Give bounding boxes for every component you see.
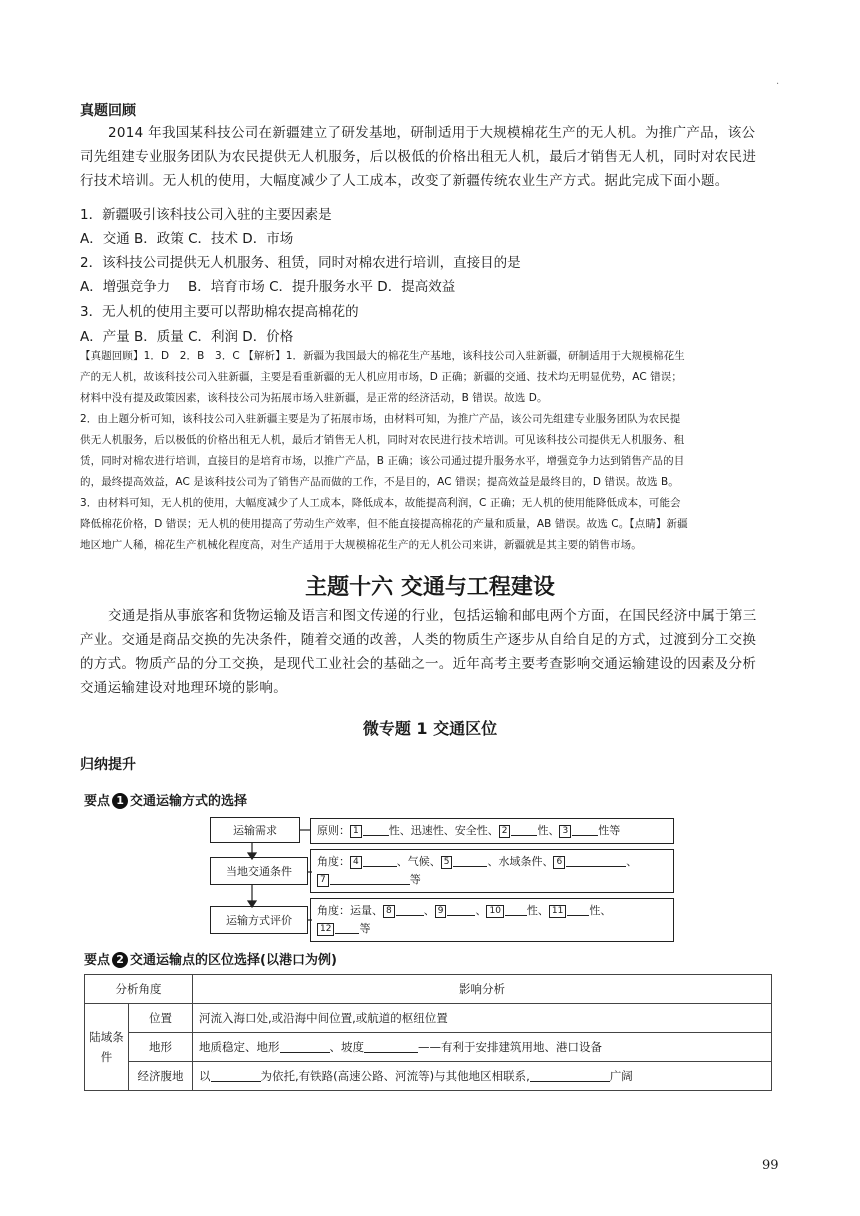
fill-blank[interactable] — [530, 1069, 610, 1082]
row-text: 性、 — [526, 904, 549, 917]
row-text: 广阔 — [609, 1069, 633, 1083]
blank-number: 8 — [383, 905, 395, 918]
fill-blank[interactable] — [447, 903, 475, 916]
conditions-box — [310, 849, 674, 893]
intro-line: 交通是指从事旅客和货物运输及语言和图文传递的行业，包括运输和邮电两个方面，在国民经济中属于第三 — [108, 608, 757, 624]
answer-line: 供无人机服务，后以极低的价格出租无人机，最后才销售无人机，同时对农民进行技术培训。可见该科技公司提供无人机服务、租 — [80, 434, 685, 446]
port-location-table — [84, 974, 772, 1091]
blank-number: 5 — [441, 856, 453, 869]
question-3: 3．无人机的使用主要可以帮助棉农提高棉花的 — [80, 304, 359, 320]
box-label: 运输需求 — [233, 824, 277, 837]
factor-cell: 地形 — [129, 1033, 193, 1062]
fill-blank[interactable] — [567, 903, 589, 916]
flow-connectors — [200, 810, 320, 945]
blank-number: 12 — [317, 923, 334, 936]
point-title: 交通运输点的区位选择(以港口为例) — [130, 953, 337, 968]
analysis-cell: 河流入海口处,或沿海中间位置,或航道的枢纽位置 — [193, 1004, 772, 1033]
point-number-badge: 1 — [112, 793, 128, 809]
table-row — [85, 1033, 772, 1062]
blank-number: 11 — [549, 905, 566, 918]
row-text: 等 — [409, 873, 421, 886]
fill-blank[interactable] — [396, 903, 424, 916]
answer-line: 产的无人机，故该科技公司入驻新疆，主要是看重新疆的无人机应用市场，D 正确；新疆的交通、技术均无明显优势，AC 错误； — [80, 371, 682, 383]
answer-line: 地区地广人稀，棉花生产机械化程度高，对生产适用于大规模棉花生产的无人机公司来讲，新疆就是其主要的销售市场。 — [80, 539, 642, 551]
row-text: 、 — [423, 904, 435, 917]
intro-line: 产业。交通是商品交换的先决条件，随着交通的改善，人类的物质生产逐步从自给自足的方式，过渡到分工交换 — [80, 632, 757, 648]
fill-blank[interactable] — [363, 854, 397, 867]
blank-number: 4 — [350, 856, 362, 869]
topic-intro — [80, 604, 780, 700]
row-text: 、 — [626, 855, 638, 868]
row-text: 、水域条件、 — [487, 855, 554, 868]
point-number-badge: 2 — [112, 952, 128, 968]
review-passage — [80, 121, 780, 193]
answer-line: 3．由材料可知，无人机的使用，大幅度减少了人工成本，降低成本，故能提高利润，C 正确；无人机的使用能降低成本，可能会 — [80, 497, 681, 509]
fill-blank[interactable] — [572, 823, 598, 836]
box-label: 当地交通条件 — [226, 865, 292, 878]
row-text: 性、迅速性、安全性、 — [388, 824, 499, 837]
analysis-cell — [193, 1062, 772, 1091]
row-text: 为依托,有铁路(高速公路、河流等)与其他地区相联系, — [260, 1069, 530, 1083]
section-heading: 归纳提升 — [80, 757, 136, 773]
answer-line: 的，最终提高效益，AC 是该科技公司为了销售产品而做的工作，不是目的，AC 错误；提高效益是最终目的，D 错误。故选 B。 — [80, 476, 679, 488]
blank-number: 2 — [499, 825, 511, 838]
row-text: ——有利于安排建筑用地、港口设备 — [418, 1040, 602, 1054]
land-conditions-cell: 陆域条件 — [85, 1004, 129, 1091]
principle-box — [310, 818, 674, 844]
answer-line: 材料中没有提及政策因素，该科技公司为拓展市场入驻新疆，是正常的经济活动，B 错误。故选 D。 — [80, 392, 548, 404]
corner-mark: . — [776, 76, 780, 87]
fill-blank[interactable] — [330, 872, 410, 885]
passage-line: 司先组建专业服务团队为农民提供无人机服务，后以极低的价格出租无人机，最后才销售无人机，同时对农民进 — [80, 149, 757, 165]
row-text: 以 — [199, 1069, 211, 1083]
row-text: 等 — [359, 922, 371, 935]
point-2-heading — [84, 949, 337, 968]
blank-number: 3 — [559, 825, 571, 838]
arrow-head — [248, 853, 256, 859]
answer-line: 降低棉花价格，D 错误；无人机的使用提高了劳动生产效率，但不能直接提高棉花的产量和质量，AB 错误。故选 C。【点睛】新疆 — [80, 518, 688, 530]
arrow-head — [248, 901, 256, 907]
row-text: 、 — [475, 904, 487, 917]
intro-line: 的方式。物质产品的分工交换，是现代工业社会的基础之一。近年高考主要考查影响交通运输建设的因素及分析 — [80, 656, 757, 672]
fill-blank[interactable] — [566, 854, 626, 867]
analysis-cell — [193, 1033, 772, 1062]
fill-blank[interactable] — [211, 1069, 261, 1082]
topic-title: 主题十六 交通与工程建设 — [305, 575, 555, 600]
question-1-options: A．交通 B．政策 C．技术 D．市场 — [80, 231, 294, 247]
fill-blank[interactable] — [335, 921, 359, 934]
table-header-row — [85, 975, 772, 1004]
fill-blank[interactable] — [453, 854, 487, 867]
answer-line: 2．由上题分析可知，该科技公司入驻新疆主要是为了拓展市场，由材料可知，为推广产品，该公司先组建专业服务团队为农民提 — [80, 413, 681, 425]
answer-line: 赁，同时对棉农进行培训，直接目的是培育市场，以推广产品，B 正确；该公司通过提升服务水平，增强竞争力达到销售产品的目 — [80, 455, 685, 467]
row-text: 性、 — [537, 824, 560, 837]
row-text: 角度： — [317, 855, 350, 868]
fill-blank[interactable] — [505, 903, 527, 916]
factor-cell: 经济腹地 — [129, 1062, 193, 1091]
question-2-options: A．增强竞争力 B．培育市场 C．提升服务水平 D．提高效益 — [80, 279, 456, 295]
question-1: 1．新疆吸引该科技公司入驻的主要因素是 — [80, 207, 332, 223]
passage-line: 2014 年我国某科技公司在新疆建立了研发基地，研制适用于大规模棉花生产的无人机。为推广产品，该公 — [108, 125, 756, 141]
question-2: 2．该科技公司提供无人机服务、租赁，同时对棉农进行培训，直接目的是 — [80, 255, 521, 271]
evaluation-box — [310, 898, 674, 942]
fill-blank[interactable] — [511, 823, 537, 836]
fill-blank[interactable] — [280, 1040, 330, 1053]
fill-blank[interactable] — [364, 1040, 418, 1053]
passage-line: 行技术培训。无人机的使用，大幅度减少了人工成本，改变了新疆传统农业生产方式。据此完成下面小题。 — [80, 173, 729, 189]
blank-number: 1 — [350, 825, 362, 838]
table-row — [85, 1062, 772, 1091]
row-text: 性等 — [598, 824, 621, 837]
review-heading: 真题回顾 — [80, 103, 136, 119]
point-prefix: 要点 — [84, 794, 111, 809]
row-text: 地质稳定、地形 — [199, 1040, 280, 1054]
box-label: 运输方式评价 — [226, 914, 292, 927]
fill-blank[interactable] — [363, 823, 389, 836]
header-analysis: 影响分析 — [193, 975, 772, 1004]
page-number: 99 — [762, 1158, 779, 1173]
answer-line: 【真题回顾】1．D 2．B 3．C 【解析】1．新疆为我国最大的棉花生产基地，该科技公司入驻新疆，研制适用于大规模棉花生 — [80, 350, 685, 362]
header-angle: 分析角度 — [85, 975, 193, 1004]
blank-number: 9 — [435, 905, 447, 918]
point-prefix: 要点 — [84, 953, 111, 968]
blank-number: 10 — [486, 905, 503, 918]
point-title: 交通运输方式的选择 — [130, 794, 248, 809]
row-text: 、坡度 — [329, 1040, 364, 1054]
point-1-heading — [84, 790, 247, 809]
subtopic-title: 微专题 1 交通区位 — [362, 719, 498, 738]
answer-explanation — [80, 346, 780, 556]
factor-cell: 位置 — [129, 1004, 193, 1033]
row-text: 角度：运量、 — [317, 904, 383, 917]
row-text: 、气候、 — [396, 855, 441, 868]
row-text: 原则： — [317, 824, 350, 837]
blank-number: 6 — [553, 856, 565, 869]
blank-number: 7 — [317, 874, 329, 887]
row-text: 性、 — [589, 904, 612, 917]
intro-line: 交通运输建设对地理环境的影响。 — [80, 680, 287, 696]
table-row — [85, 1004, 772, 1033]
question-3-options: A．产量 B．质量 C．利润 D．价格 — [80, 329, 294, 345]
